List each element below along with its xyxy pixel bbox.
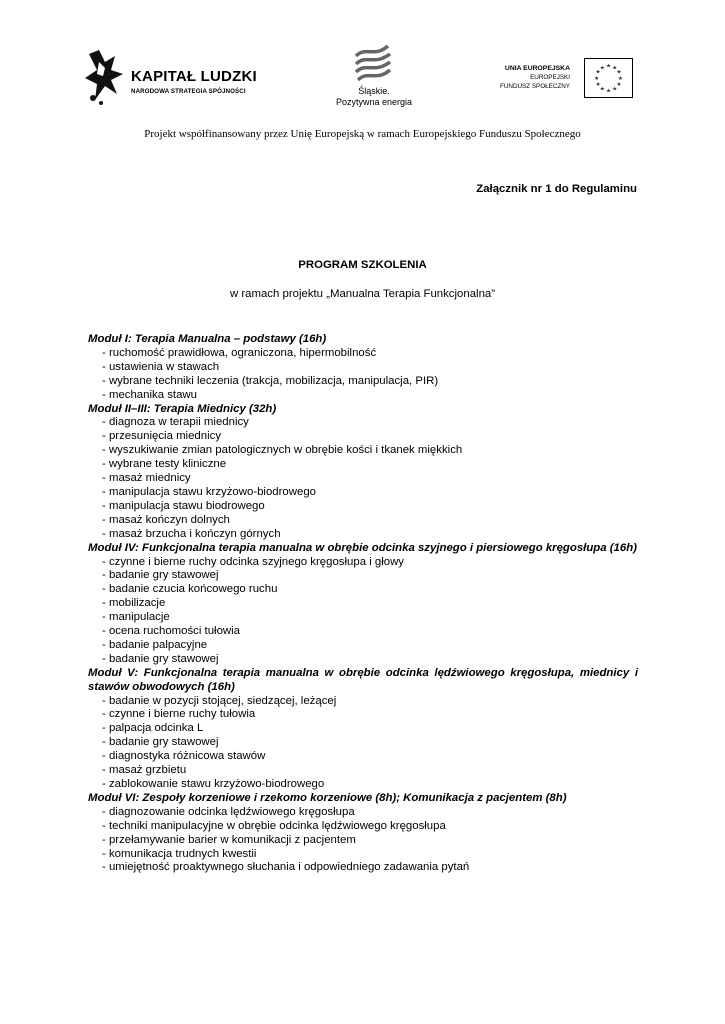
module-title: Moduł V: Funkcjonalna terapia manualna w obrębie odcinka lędźwiowego kręgosłupa, miednicy i stawów obwodowych (16h) [88, 666, 638, 693]
svg-text:★: ★ [617, 75, 623, 82]
training-program [88, 333, 638, 875]
module-item: - wybrane techniki leczenia (trakcja, mobilizacja, manipulacja, PIR) [102, 374, 439, 387]
module-item: - manipulacje [102, 611, 170, 624]
eu-flag-icon [584, 58, 633, 98]
kapital-ludzki-logo [85, 48, 270, 110]
kapital-ludzki-subtitle: NARODOWA STRATEGIA SPÓJNOŚCI [131, 88, 246, 95]
module-item: - badanie palpacyjne [102, 638, 208, 651]
annex-label: Załącznik nr 1 do Regulaminu [476, 183, 637, 195]
slaskie-tagline: Pozytywna energia [335, 97, 413, 107]
module-item: - zablokowanie stawu krzyżowo-biodrowego [102, 778, 325, 790]
module-3 [88, 542, 638, 667]
module-title: Moduł II–III: Terapia Miednicy (32h) [88, 402, 277, 415]
module-item: - masaż miednicy [102, 472, 191, 485]
module-item: - badanie gry stawowej [102, 736, 219, 749]
svg-text:★: ★ [595, 82, 601, 89]
slaskie-waves-icon [352, 42, 394, 84]
module-item: - masaż grzbietu [102, 764, 187, 777]
module-item: - przełamywanie barier w komunikacji z pacjentem [102, 833, 356, 846]
module-item: - badanie w pozycji stojącej, siedzącej, leżącej [102, 694, 337, 707]
module-item: - diagnostyka różnicowa stawów [102, 750, 266, 763]
module-item: - przesunięcia miednicy [102, 430, 222, 443]
module-item: - komunikacja trudnych kwestii [102, 847, 257, 860]
slaskie-logo [332, 42, 416, 110]
module-item: - masaż kończyn dolnych [102, 513, 230, 526]
module-item: - diagnozowanie odcinka lędźwiowego kręgosłupa [102, 805, 355, 818]
module-item: - ustawienia w stawach [102, 360, 220, 373]
module-4 [88, 667, 638, 792]
module-item: - manipulacja stawu biodrowego [102, 499, 265, 512]
svg-text:★: ★ [605, 88, 612, 95]
page-header [0, 0, 725, 140]
svg-text:★: ★ [612, 65, 618, 72]
module-item: - diagnoza w terapii miednicy [102, 416, 249, 429]
cofunding-statement: Projekt współfinansowany przez Unię Europejską w ramach Europejskiego Funduszu Społecznego [144, 128, 581, 140]
module-2 [88, 403, 638, 542]
module-title: Moduł I: Terapia Manualna – podstawy (16h) [88, 333, 327, 345]
module-item: - czynne i bierne ruchy odcinka szyjnego kręgosłupa i głowy [102, 555, 405, 568]
eu-line-3: FUNDUSZ SPOŁECZNY [500, 83, 570, 90]
module-item: - ocena ruchomości tułowia [102, 625, 241, 638]
module-item: - masaż brzucha i kończyn górnych [102, 527, 281, 540]
module-item: - palpacja odcinka L [102, 722, 204, 735]
module-title: Moduł IV: Funkcjonalna terapia manualna w obrębie odcinka szyjnego i piersiowego kręgosłupa (16h) [88, 541, 637, 554]
module-item: - wybrane testy kliniczne [102, 458, 227, 471]
module-item: - czynne i bierne ruchy tułowia [102, 708, 256, 721]
svg-text:★: ★ [599, 65, 605, 72]
svg-text:★: ★ [616, 82, 622, 89]
module-item: - umiejętność proaktywnego słuchania i odpowiedniego zadawania pytań [102, 861, 470, 874]
svg-text:★: ★ [605, 63, 612, 70]
svg-text:★: ★ [616, 69, 622, 76]
module-title: Moduł VI: Zespoły korzeniowe i rzekomo korzeniowe (8h); Komunikacja z pacjentem (8h) [88, 791, 567, 804]
module-item: - mechanika stawu [102, 388, 197, 401]
svg-text:★: ★ [612, 86, 618, 93]
module-item: - badanie czucia końcowego ruchu [102, 583, 278, 596]
kapital-ludzki-star-icon [85, 48, 127, 106]
kapital-ludzki-title: KAPITAŁ LUDZKI [131, 68, 257, 85]
module-item: - ruchomość prawidłowa, ograniczona, hipermobilność [102, 346, 377, 359]
eu-logo [488, 58, 633, 100]
slaskie-name: Śląskie. [358, 86, 390, 96]
document-subtitle: w ramach projektu „Manualna Terapia Funkcjonalna” [229, 288, 496, 300]
eu-line-2: EUROPEJSKI [530, 74, 570, 81]
module-5 [88, 792, 638, 875]
module-item: - wyszukiwanie zmian patologicznych w obrębie kości i tkanek miękkich [102, 444, 463, 457]
module-item: - badanie gry stawowej [102, 652, 219, 665]
module-1 [88, 333, 638, 403]
svg-text:★: ★ [599, 86, 605, 93]
module-item: - techniki manipulacyjne w obrębie odcinka lędźwiowego kręgosłupa [102, 819, 446, 832]
svg-text:★: ★ [594, 75, 600, 82]
document-title: PROGRAM SZKOLENIA [298, 259, 427, 271]
module-item: - manipulacja stawu krzyżowo-biodrowego [102, 485, 316, 498]
svg-text:★: ★ [595, 69, 601, 76]
module-item: - mobilizacje [102, 597, 166, 610]
module-item: - badanie gry stawowej [102, 569, 219, 582]
eu-line-1: UNIA EUROPEJSKA [504, 65, 570, 72]
eu-text [488, 64, 570, 91]
